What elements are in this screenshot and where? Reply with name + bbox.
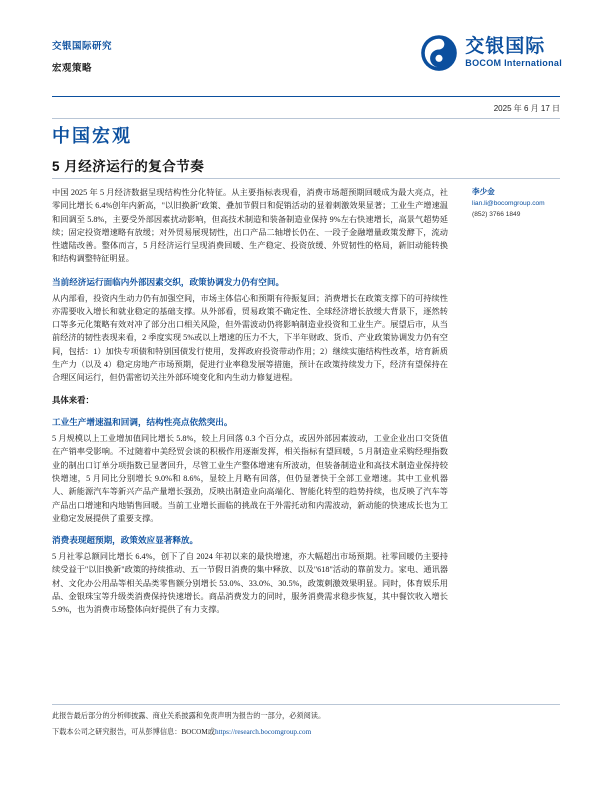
section-text-4: 5 月社零总额同比增长 6.4%，创下了自 2024 年初以来的最快增速，亦大幅超出市场预期。社零回暖仍主要持续受益于"以旧换新"政策的持续推动、五一节假日消费的集中释放、以及"618"活动的靠前发力。家电、通讯器材、文化办公用品等相关品类零售额分别增长 53.0%、33.0%、30.5%，政策刺激效果明显。同时，体育娱乐用品、金银珠宝等升级类消费保持快速增长。商品消费发力的同时，服务消费需求稳步恢复，其中餐饮收入增长 5.9%，也为消费市场整体向好提供了有力支撑。 [52, 552, 448, 615]
title-divider [52, 178, 560, 179]
footer-disclaimer: 此报告最后部分的分析师披露、商业关系披露和免责声明为报告的一部分，必须阅读。 [52, 712, 326, 720]
analyst-phone: (852) 3766 1849 [472, 211, 521, 219]
header-divider-mid [52, 118, 560, 119]
section-block-4 [52, 534, 448, 616]
logo-chinese-name: 交银国际 [465, 36, 546, 58]
brand-section-label: 宏观策略 [52, 63, 93, 74]
section-heading-4: 消费表现超预期，政策效应显著释放。 [52, 535, 199, 546]
section-text-1: 从内部看，投资内生动力仍有加强空间，市场主体信心和预期有待振复回；消费增长在政策支撑下的可持续性亦需要收入增长和就业稳定的基础支撑。从外部看，贸易政策不确定性、全球经济增长放缓大背景下，逐然转口等多元化策略有效对冲了部分出口相关风险，但外需波动仍将影响制造业投资和工业生产。展望后市，从当前经济的韧性表现来看，2 季度实现 5%或以上增速的压力不大，下半年财政、货币、产业政策协调发力仍有空间，包括：1）加快专项债和特别国债发行使用，发挥政府投资带动作用；2）继续实施结构性改革，培育新质生产力（以及 4）稳定房地产市场预期，促进行业率稳发展等措施，预计在政策持续发力下，经济有望保持在合理区间运行，但仍需密切关注外部环境变化和内生动力修复进程。 [52, 293, 448, 383]
report-date: 2025 年 6 月 17 日 [493, 104, 560, 113]
footer-access-prefix: 下载本公司之研究报告，可从彭博信息： [52, 727, 182, 736]
page-subtitle: 5 月经济运行的复合节奏 [52, 159, 205, 174]
section-block-1 [52, 276, 448, 385]
header-divider-top [52, 96, 560, 97]
footer-bloomberg-code: BOCOM [181, 727, 208, 736]
logo-english-name: BOCOM International [465, 58, 562, 69]
analyst-info [472, 186, 564, 220]
lead-paragraph: 中国 2025 年 5 月经济数据呈现结构性分化特征。从主要指标表现看，消费市场超预期回暖成为最大亮点，社零同比增长 6.4%创年内新高，"以旧换新"政策、叠加节假日和促销活动的显着刺激效果显著；工业生产增速温和回调至 5.8%，主要受外部因素扰动影响，但高技术制造和装备制造业保持 9%左右快速增长，高景气超势延续；固定投资增速略有放缓；对外贸易展现韧性，出口产品二轴增长仍在、一段子金融增量政策发酵下，流动性遗陆改善。整体而言，5 月经济运行呈现消费回暖、生产稳定、投资放缓、外贸韧性的格局，新旧动能转换和结构调整特征明显。 [52, 188, 448, 264]
section-heading-1: 当前经济运行面临内外部因素交织，政策协调发力仍有空间。 [52, 276, 285, 287]
section-block-2 [52, 394, 448, 408]
analyst-name: 李少金 [472, 187, 495, 196]
section-heading-2: 具体来看： [52, 395, 94, 405]
footer-access-mid: 或 [207, 727, 215, 736]
footer-access-line [52, 726, 560, 739]
brand-research-label: 交银国际研究 [52, 41, 113, 52]
document-header [52, 38, 562, 94]
section-block-3 [52, 416, 448, 525]
company-logo [420, 34, 562, 72]
document-footer [52, 710, 560, 739]
section-heading-3: 工业生产增速温和回调，结构性亮点依然突出。 [52, 417, 233, 428]
article-body [52, 186, 448, 625]
footer-divider [52, 704, 560, 705]
analyst-email[interactable]: lian.li@bocomgroup.com [472, 200, 545, 208]
bocom-logo-icon [420, 34, 458, 72]
section-text-3: 5 月规模以上工业增加值同比增长 5.8%，较上月回落 0.3 个百分点，或因外部因素波动，工业企业出口交货值在产销率受影响。不过随着中美经贸会谈的积极作用逐渐发挥，相关指标有望回暖，5 月制造业采购经理指数业的制出口订单分项指数已显著回升，尽管工业生产整体增速有所波动，但装备制造业和高技术制造业保持较快增速，5 月同比分别增长 9.0%和 8.6%，显较上月略有回落，但仍显著快于全部工业增速。其中工业机器人、新能源汽车等新兴产品产量增长强劲，反映出制造业向高端化、智能化转型的趋势持续，也反映了汽车等产品出口增速和内地销售回暖。当前工业增长面临的挑战在于外需托动和内需波动，新动能的快速成长也为工业稳定发展提供了重要支撑。 [52, 434, 448, 523]
footer-research-link[interactable]: https://research.bocomgroup.com [214, 727, 312, 736]
page-title: 中国宏观 [52, 126, 132, 146]
